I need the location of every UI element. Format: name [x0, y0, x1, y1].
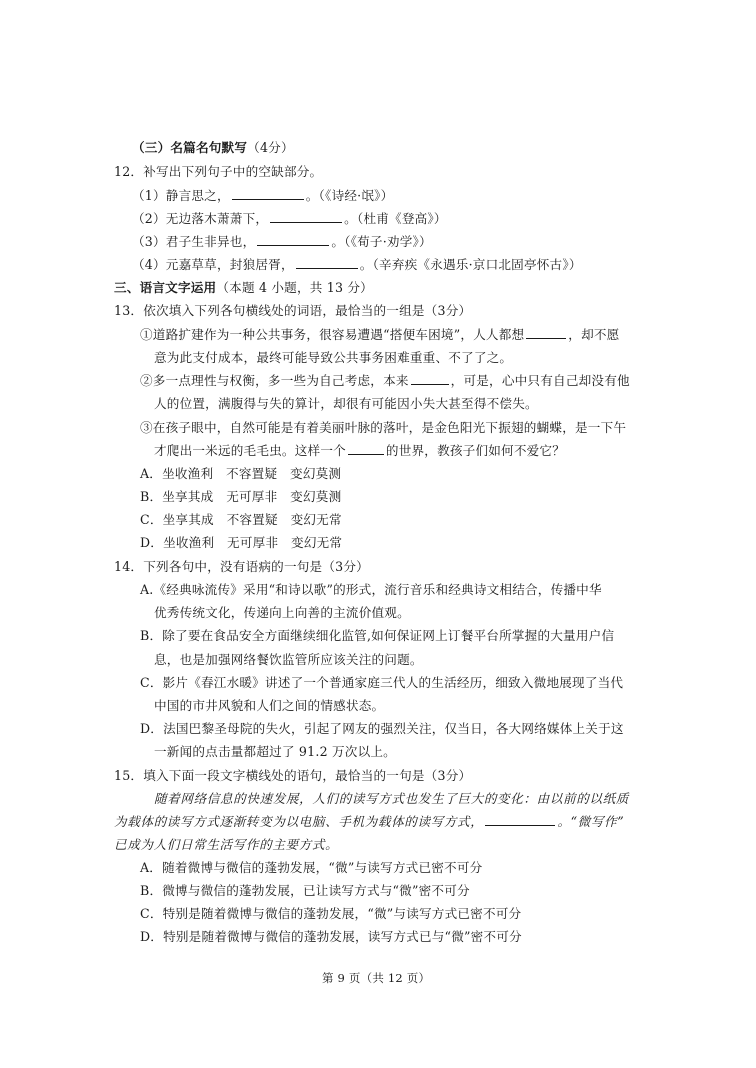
page-number: 第 9 页（共 12 页）: [322, 971, 431, 985]
q12-item-3-post: 。（《荀子·劝学》）: [331, 234, 432, 249]
q13-option-b: B．坐享其成 无可厚非 变幻莫测: [140, 489, 342, 504]
q13-s2-pre: ②多一点理性与权衡，多一些为自己考虑，本来: [140, 373, 409, 388]
q12-item-2-pre: （2）无边落木萧萧下，: [132, 211, 269, 226]
q14-option-c-line-1: C．影片《春江水暖》讲述了一个普通家庭三代人的生活经历，细致入微地展现了当代: [140, 675, 624, 690]
q14-stem: 14．下列各句中，没有语病的一句是（3分）: [114, 559, 369, 574]
answer-blank: [270, 210, 342, 223]
q13-stem: 13．依次填入下列各句横线处的词语，最恰当的一组是（3分）: [114, 303, 472, 318]
q14-option-a-line-2: 优秀传统文化，传递向上向善的主流价值观。: [154, 605, 410, 620]
q12-item-3-pre: （3）君子生非异也，: [132, 234, 256, 249]
q15-option-d: D．特别是随着微博与微信的蓬勃发展，读写方式已与“微”密不可分: [140, 929, 522, 944]
q15-option-a: A．随着微博与微信的蓬勃发展，“微”与读写方式已密不可分: [140, 860, 483, 875]
q14-option-d-line-2: 一新闻的点击量都超过了 91.2 万次以上。: [154, 744, 396, 759]
q13-s1-pre: ①道路扩建作为一种公共事务，很容易遭遇“搭便车困境”，人人都想: [140, 327, 525, 342]
q12-item-2: [132, 209, 447, 229]
answer-blank: [526, 326, 566, 339]
q12-item-1: [132, 186, 393, 206]
answer-blank: [411, 372, 449, 385]
section-score: （4分）: [247, 140, 294, 155]
q14-option-d-line-1: D．法国巴黎圣母院的失火，引起了网友的强烈关注，仅当日，各大网络媒体上关于这: [140, 721, 624, 736]
q12-item-1-pre: （1）静言思之，: [132, 188, 230, 203]
answer-blank: [485, 813, 555, 826]
q12-item-4-post: 。（辛弃疾《永遇乐·京口北固亭怀古》）: [359, 257, 582, 272]
q14-option-a-line-1: A.《经典咏流传》采用“和诗以歌”的形式，流行音乐和经典诗文相结合，传播中华: [140, 582, 602, 597]
part-heading: [114, 278, 373, 298]
part-title: 三、语言文字运用: [114, 280, 217, 295]
q13-sentence-3-line-1: ③在孩子眼中，自然可能是有着美丽叶脉的落叶，是金色阳光下振翅的蝴蝶，是一下午: [140, 420, 627, 435]
q12-item-4-pre: （4）元嘉草草，封狼居胥，: [132, 257, 294, 272]
q14-option-b-line-1: B．除了要在食品安全方面继续细化监管,如何保证网上订餐平台所掌握的大量用户信: [140, 628, 615, 643]
q15-passage-line-3: 已成为人们日常生活写作的主要方式。: [114, 837, 339, 852]
answer-blank: [232, 187, 304, 200]
answer-blank: [348, 442, 384, 455]
q13-sentence-1-line-1: [140, 325, 619, 345]
q14-option-c-line-2: 中国的市井风貌和人们之间的情感状态。: [154, 698, 385, 713]
section-title: （三）名篇名句默写: [132, 140, 248, 155]
q13-s3-post: 的世界，教孩子们如何不爱它？: [385, 443, 566, 458]
q15-option-c: C．特别是随着微博与微信的蓬勃发展，“微”与读写方式已密不可分: [140, 906, 522, 921]
q15-stem: 15．填入下面一段文字横线处的语句，最恰当的一句是（3分）: [114, 768, 472, 783]
q12-stem: 12．补写出下列句子中的空缺部分。: [114, 164, 323, 179]
q15-passage-pre: 为载体的读写方式逐渐转变为以电脑、手机为载体的读写方式，: [114, 814, 484, 829]
q14-option-b-line-2: 息，也是加强网络餐饮监管所应该关注的问题。: [154, 652, 423, 667]
answer-blank: [257, 233, 329, 246]
q13-sentence-2-line-2: 人的位置，满腹得与失的算计，却很有可能因小失大甚至得不偿失。: [154, 396, 538, 411]
q13-sentence-2-line-1: [140, 371, 630, 391]
q12-item-1-post: 。（《诗经·氓》）: [305, 188, 394, 203]
part-info: （本题 4 小题，共 13 分）: [216, 280, 373, 295]
answer-blank: [296, 256, 358, 269]
q12-item-2-post: 。（杜甫《登高》）: [344, 211, 447, 226]
section-heading: [132, 138, 294, 158]
q13-sentence-3-line-2: [154, 441, 565, 461]
q13-s2-post: ，可是，心中只有自己却没有他: [450, 373, 630, 388]
q13-option-d: D．坐收渔利 无可厚非 变幻无常: [140, 535, 343, 550]
q13-s3-pre: 才爬出一米远的毛毛虫。这样一个: [154, 443, 346, 458]
q15-passage-post: 。“微写作”: [557, 814, 625, 829]
q12-item-3: [132, 232, 432, 252]
q13-s1-post: ，却不愿: [568, 327, 620, 342]
q13-option-c: C．坐享其成 不容置疑 变幻无常: [140, 512, 342, 527]
q13-option-a: A．坐收渔利 不容置疑 变幻莫测: [140, 466, 342, 481]
q13-sentence-1-line-2: 意为此支付成本，最终可能导致公共事务困难重重、不了了之。: [154, 350, 513, 365]
q15-option-b: B．微博与微信的蓬勃发展，已让读写方式与“微”密不可分: [140, 883, 470, 898]
q15-passage-line-1: 随着网络信息的快速发展，人们的读写方式也发生了巨大的变化：由以前的以纸质: [154, 791, 629, 806]
q15-passage-line-2: [114, 812, 624, 832]
q12-item-4: [132, 255, 582, 275]
